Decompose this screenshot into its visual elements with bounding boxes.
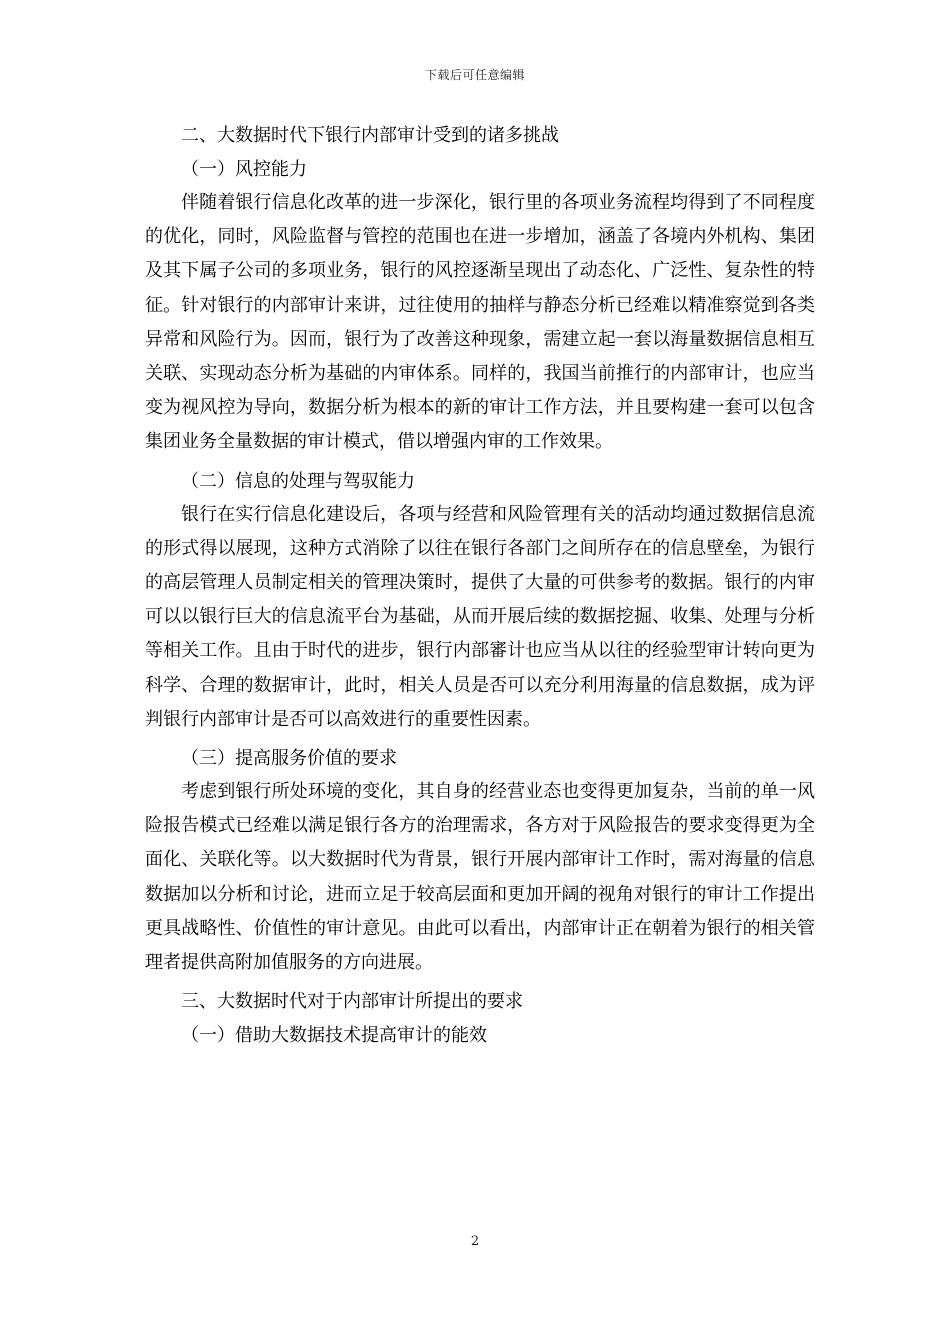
header-note: 下载后可任意编辑	[424, 68, 525, 82]
page-number: 2	[470, 1234, 480, 1249]
paragraph-risk-control: 伴随着银行信息化改革的进一步深化，银行里的各项业务流程均得到了不同程度的优化，同时，风险监督与管控的范围也在进一步增加，涵盖了各境内外机构、集团及其下属子公司的多项业务，银行的风控逐渐呈现出了动态化、广泛性、复杂性的特征。针对银行的内部审计来讲，过往使用的抽样与静态分析已经难以精准察觉到各类异常和风险行为。因而，银行为了改善这种现象，需建立起一套以海量数据信息相互关联、实现动态分析为基础的内审体系。同样的，我国当前推行的内部审计，也应当变为视风控为导向，数据分析为根本的新的审计工作方法，并且要构建一套可以包含集团业务全量数据的审计模式，借以增强内审的工作效果。	[145, 192, 815, 453]
section-heading-requirements: 三、大数据时代对于内部审计所提出的要求	[181, 991, 523, 1013]
paragraph-service-value: 考虑到银行所处环境的变化，其自身的经营业态也变得更加复杂，当前的单一风险报告模式已经难以满足银行各方的治理需求，各方对于风险报告的要求变得更为全面化、关联化等。以大数据时代为背景，银行开展内部审计工作时，需对海量的信息数据加以分析和讨论，进而立足于较高层面和更加开阔的视角对银行的审计工作提出更具战略性、价值性的审计意见。由此可以看出，内部审计正在朝着为银行的相关管理者提供高附加值服务的方向进展。	[145, 781, 815, 974]
section-heading-challenges: 二、大数据时代下银行内部审计受到的诸多挑战	[181, 125, 559, 146]
subsection-title-risk-control: （一）风控能力	[181, 159, 307, 180]
paragraph-information-processing: 银行在实行信息化建设后，各项与经营和风险管理有关的活动均通过数据信息流的形式得以展现，这种方式消除了以往在银行各部门之间所存在的信息壁垒，为银行的高层管理人员制定相关的管理决策时，提供了大量的可供参考的数据。银行的内审可以以银行巨大的信息流平台为基础，从而开展后续的数据挖掘、收集、处理与分析等相关工作。且由于时代的进步，银行内部審计也应当从以往的经验型审计转向更为科学、合理的数据审计，此时，相关人员是否可以充分利用海量的信息数据，成为评判银行内部审计是否可以高效进行的重要性因素。	[145, 503, 815, 730]
subsection-title-service-value: （三）提高服务价值的要求	[181, 748, 397, 770]
subsection-title-information-processing: （二）信息的处理与驾驭能力	[181, 470, 415, 492]
subsection-title-big-data-efficiency: （一）借助大数据技术提高审计的能效	[181, 1025, 487, 1047]
document-body	[145, 124, 815, 1058]
